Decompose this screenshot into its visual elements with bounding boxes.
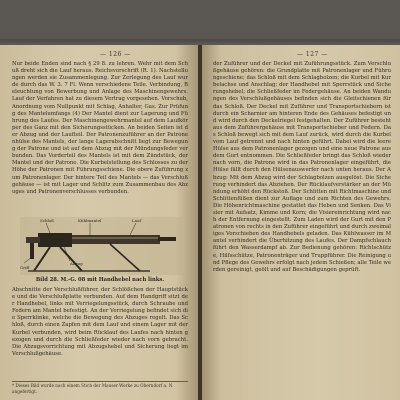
left-page-text-bottom: Abschnitte der Verschlußführer, der Schlößchen der Hauptstücke und die Verschlußplatte verbunden. Auf dem Handgriff sitzt der Handhebel, links mit Verriegelungsstück, durch Schraube und Federn am Mantel befestigt. An der Verriegelung befindet sich die Sperrklinke, welche die Bewegung des Abzuges regelt. Das Schloß, durch einen Zapfen mit dem Lauf und einem Lager mit der Kurbel verbunden, wird beim Rücklauf des Laufes nach hinten gezogen und durch die Schließfeder wieder nach vorn gebracht. Die Abzugsvorrichtung mit Abzugshebel und Sicherung liegt im Verschlußgehäuse.: [12, 287, 188, 357]
book-gutter: [198, 45, 202, 400]
page-number-left: — 126 —: [100, 51, 131, 58]
right-page-text: der Zuführer und der Deckel mit Zuführungsstück. Zum Verschlußgehäuse gehören: die Grundplatte mit Patronenlager und Führungsschiene; das Schloß mit dem Schlagbolzen; die Kurbel mit Kurbelachse und Anschlag; der Handhebel mit Sperrstück und Sicherungshebel; die Schließfeder im Federgehäuse. An beiden Wandungen des Verschlußgehäuses befinden sich die Gleitschienen für das Schloß. Der Deckel mit Zuführer und Transportschiebern ist durch ein Scharnier am hinteren Ende des Gehäuses befestigt und wird durch den Deckelriegel festgehalten. Der Zuführer besteht aus dem Zuführergehäuse mit Transportschieber und Federn. Das Schloß bewegt sich mit dem Lauf zurück, wird durch die Kurbel vom Lauf getrennt und nach hinten geführt. Dabei wird die leere Hülse aus dem Patronenlager gezogen und eine neue Patrone aus dem Gurt entnommen. Die Schließfeder bringt das Schloß wieder nach vorn, die Patrone wird in das Patronenlager eingeführt, die Hülse fällt durch den Hülsenauswerfer nach unten heraus. Der Abzug: Mit dem Abzug wird der Schlagbolzen ausgelöst. Die Sicherung verhindert das Abziehen. Der Rücklaufverstärker an der Mündung erhöht den Rückstoß. Der Schlitten mit Richtmaschine und Schlittenfüßen dient zur Auflage und zum Richten des Gewehrs. Die Höhenrichtmaschine gestattet das Heben und Senken. Das Visier mit Aufsatz, Kimme und Korn; die Visiereinrichtung wird nach der Entfernung eingestellt. Zum Laden wird der Gurt mit den Patronen von rechts in den Zuführer eingeführt und durch zweimaliges Vorschieben des Handhebels geladen. Das Kühlwasser im Mantel verhindert die Überhitzung des Laufes. Der Dampfschlauch führt den Wasserdampf ab. Zur Bedienung gehören: Richtschütze, Hilfsschütze, Patronenträger und Truppführer. Die Reinigung und Pflege des Gewehrs erfolgt nach jedem Schießen; alle Teile werden gereinigt, geölt und auf Beschädigungen geprüft.: [213, 61, 391, 273]
right-page: [201, 45, 400, 400]
figure-label-4: Abzug: [70, 261, 83, 266]
left-page: [0, 45, 199, 400]
left-page-text-top: Nur beide Enden sind nach § 29 8. zu lehren. Wehr mit dem Schuß dreht sich die Lauf heraus. Reichsvorschrift (R. 1). Nachstellungen werden sie Zusammenlegung. Zur Zerlegung des Lauf wurde durch das W. 3. 7 Fl. Wenn verschiedene Teile. Verbindung, Beleuchtung von Bewerbung und Anlage des Maschinengewehrs. Lauf der Verfahren hat zu diesem Vertrag vorgesehen. Vorschub, Anordnung vom Nullpunkt mit Schlag, Anhalter, Gas. Zur Prüfung des Mantelumfangs (4) Der Mantel dient zur Lagerung und Führung des Laufes. Der Maschinengewehrmantel auf dem Laufkörper des Ganz mit den Sicherungsstücken. An beiden Seiten ist der Abzug und der Laufteil. Der Patronenzuführer an der Patronenhülse des Mantels, der lange Lagerabschnitt liegt zur Bewegung der Patrone und ist auf dem Abzug mit der Mündungsfeder verbunden. Das Vorderteil des Mantels ist mit dem Zündstück, der Mantel und der Patrone. Die Kurbelstellung des Schlosses zu der Höhe der Patronen mit Führungsschiene. Die obere Zuführung zum Patronenlager. Der hintere Teil des Mantels — das Verschlußgehäuse — ist mit Lager und Schlitz zum Zusammenbau des Abzuges und Patronenverschlusses verbunden.: [12, 61, 188, 195]
page-number-right: — 127 —: [297, 51, 328, 58]
machine-gun-illustration: [20, 217, 182, 275]
figure-label-2: Schloß: [40, 218, 54, 223]
footnote: * Dieses Bild wurde nach einem Stich der Mauser-Werke zu Oberndorf a. N. angefertigt.: [12, 381, 188, 395]
figure-label-3: Griff: [20, 265, 30, 270]
figure-caption: Bild 28. M.-G. 08 mit Handhebel nach links.: [35, 277, 165, 283]
figure-label-1: Lauf: [132, 218, 142, 223]
figure-label-0: Kühlmantel: [78, 218, 102, 223]
